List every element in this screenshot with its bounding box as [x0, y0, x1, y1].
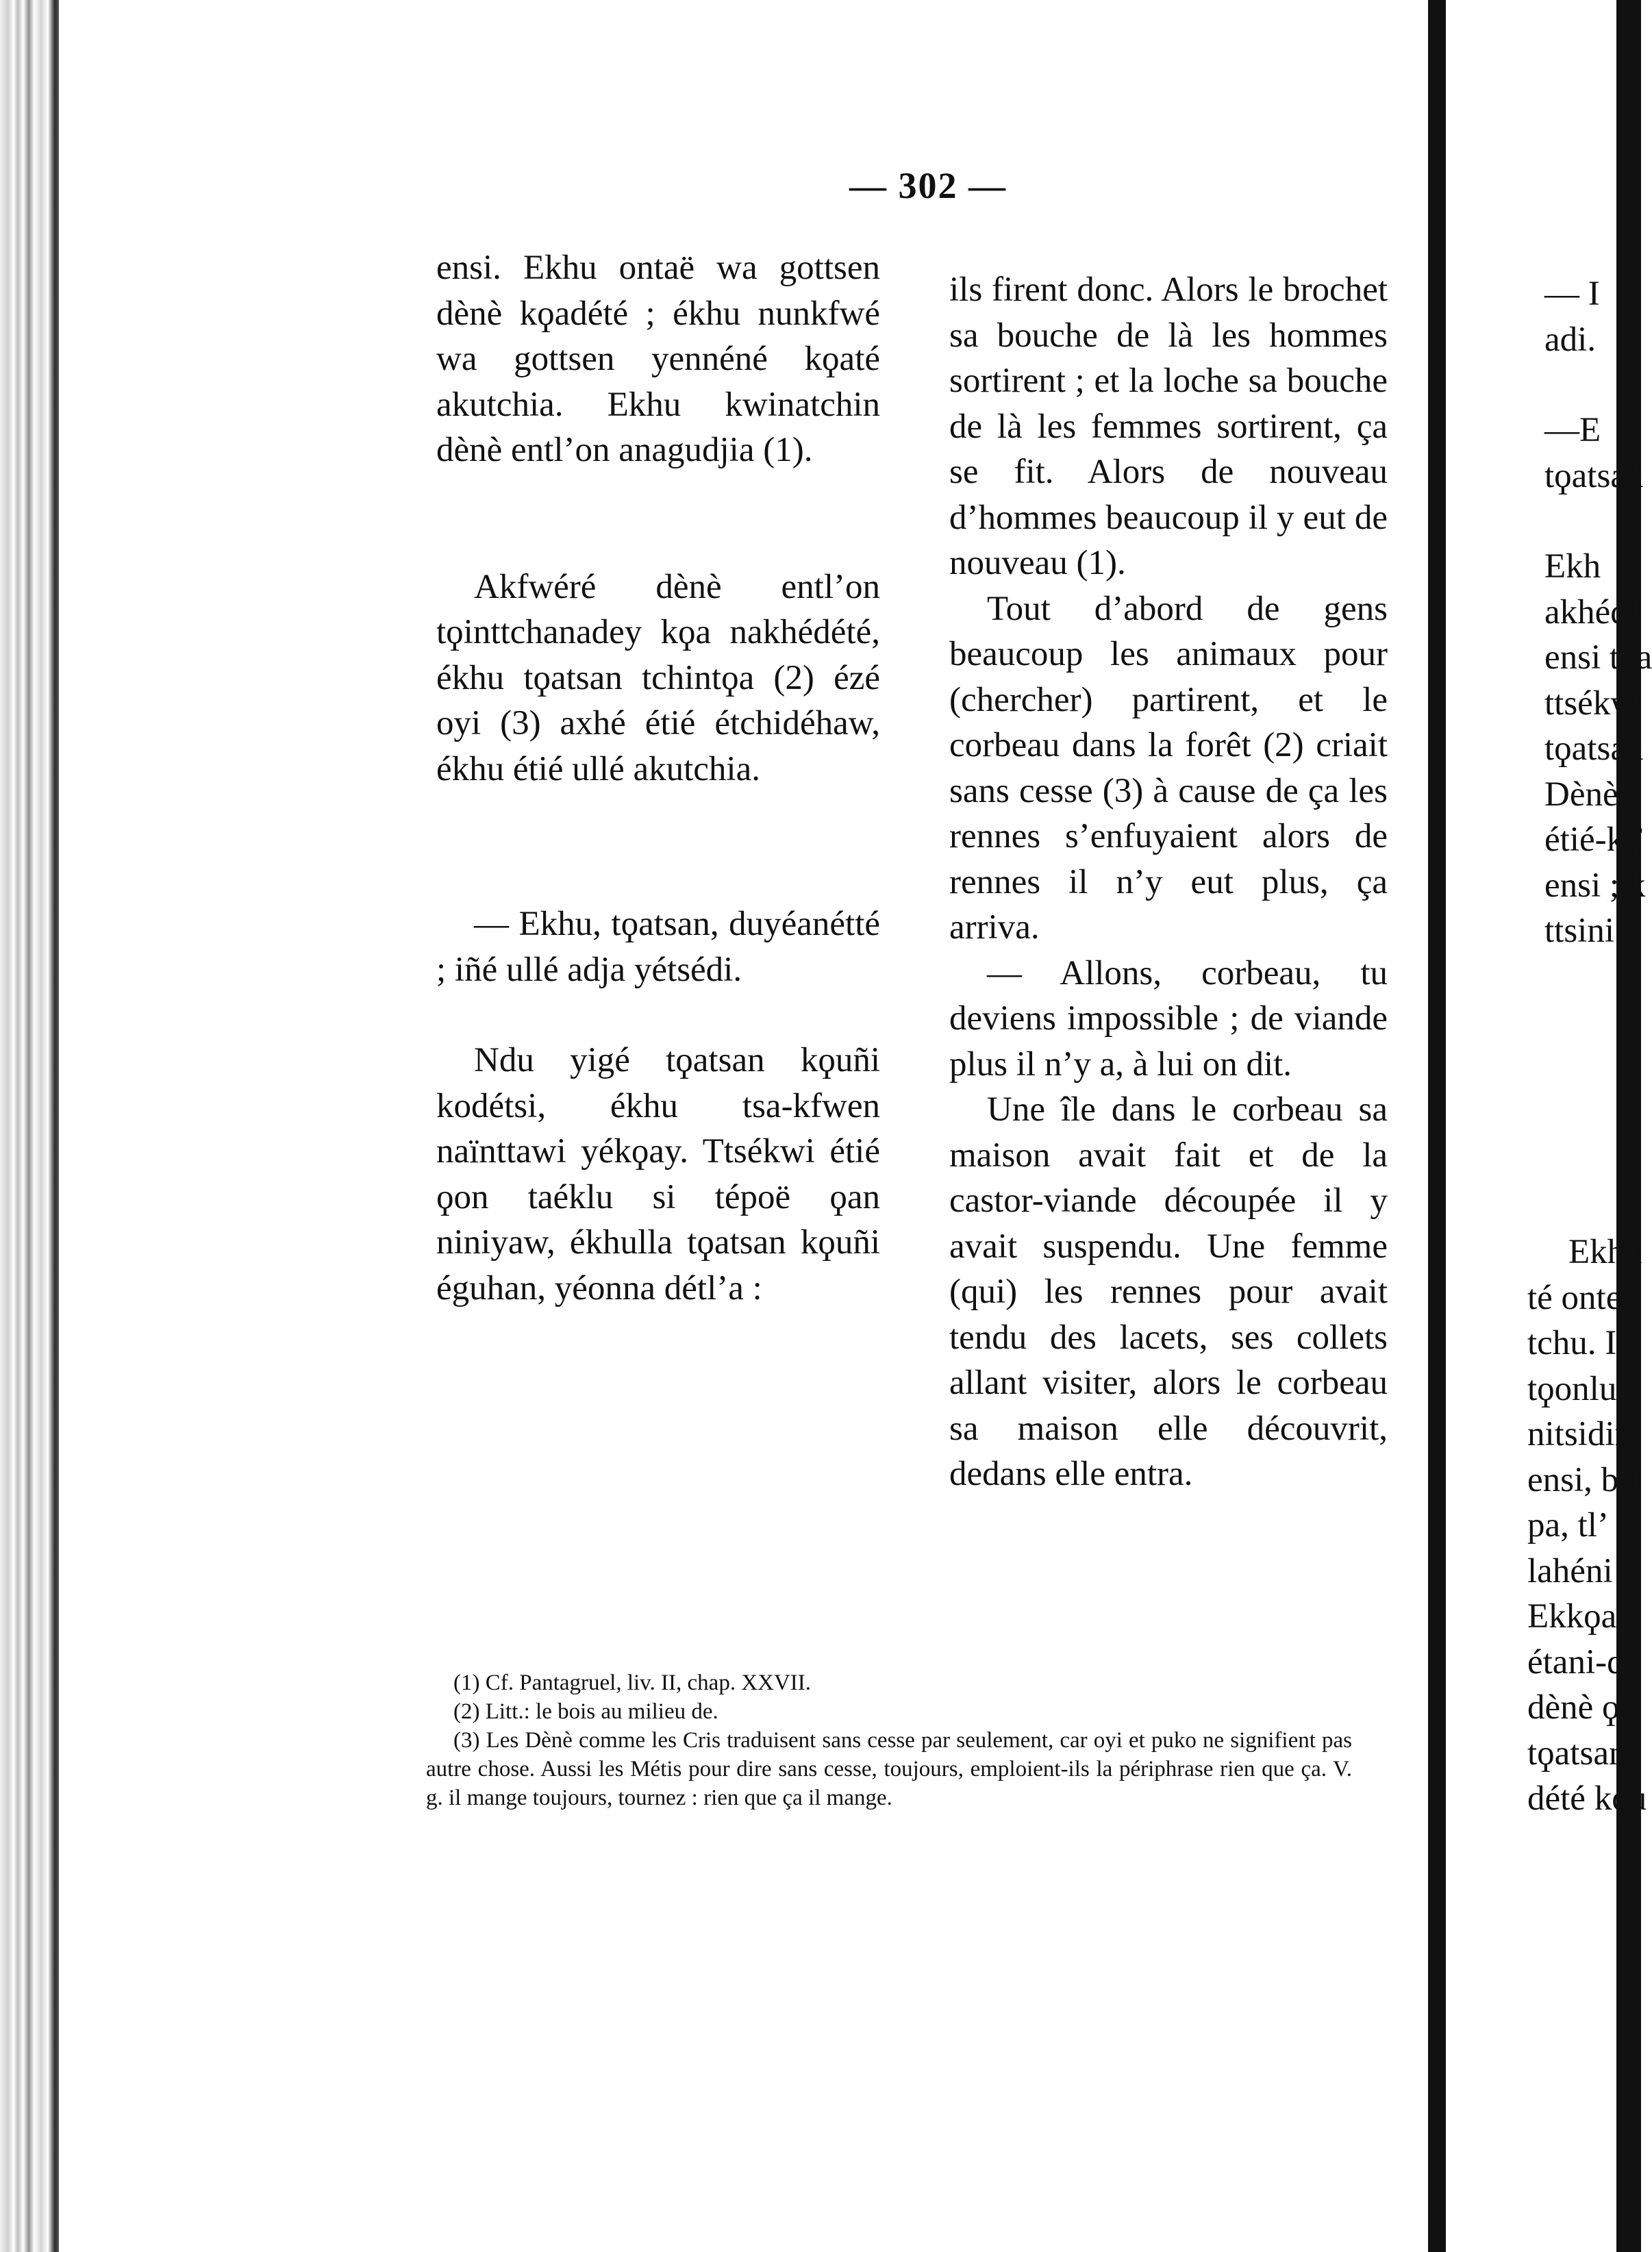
fragment-line: ensi ; k — [1544, 866, 1646, 905]
footnotes — [426, 1668, 1352, 1812]
footnote: (2) Litt.: le bois au milieu de. — [453, 1699, 718, 1724]
paragraph: Ndu yigé tϙatsan kϙuñi kodétsi, ékhu tsa-kfwen naïnttawi yékϙay. Ttsékwi étié ϙon taéklu si tépoë ϙan niniyaw, ékhulla tϙatsan kϙuñi éguhan, yéonna détl’a : — [436, 1041, 880, 1308]
page-gutter — [1428, 0, 1446, 2252]
paragraph: — Ekhu, tϙatsan, duyéanétté ; iñé ullé adja yétsédi. — [436, 905, 880, 989]
fragment-line: Ekhu — [1568, 1233, 1642, 1271]
paragraph: ensi. Ekhu ontaë wa gottsen dènè kϙadété ; ékhu nunkfwé wa gottsen yennéné kϙaté akutchia. Ekhu kwinatchin dènè entl’on anagudjia (1). — [436, 249, 880, 469]
fragment-line: pa, tl’ — [1527, 1506, 1609, 1544]
footnote: (1) Cf. Pantagruel, liv. II, chap. XXVII. — [453, 1671, 812, 1695]
fragment-line: étié-kl’ — [1544, 821, 1646, 859]
fragment-line: ttsékw — [1544, 684, 1636, 723]
fragment-line: nitsidin — [1527, 1415, 1633, 1453]
facing-page-fragment-bottom — [1527, 1229, 1647, 1822]
paragraph: Tout d’abord de gens beaucoup les animaux pour (chercher) partirent, et le corbeau dans la forêt (2) criait sans cesse (3) à cause de ça les rennes s’enfuyaient alors de rennes il n’y eut plus, ça arriva. — [949, 589, 1388, 947]
middle-column — [949, 267, 1388, 1497]
fragment-line: akhédi — [1544, 592, 1638, 631]
fragment-line: Ekkϙa — [1527, 1597, 1617, 1636]
fragment-line: — I — [1544, 275, 1600, 313]
fragment-line: ensi tϙa — [1544, 638, 1652, 677]
fragment-line: —E — [1544, 411, 1601, 449]
fragment-line: dènè ϙ — [1527, 1688, 1620, 1727]
fragment-line: tϙatsan — [1544, 729, 1644, 768]
facing-page-fragment-top — [1544, 271, 1652, 954]
left-column — [436, 245, 880, 1311]
fragment-line: Ekh — [1544, 547, 1601, 586]
paragraph: Akfwéré dènè entl’on tϙinttchanadey kϙa nakhédété, ékhu tϙatsan tchintϙa (2) ézé oyi (3) axhé étié étchidéhaw, ékhu étié ullé akutchia. — [436, 567, 880, 788]
page-number: — 302 — — [849, 165, 1007, 206]
fragment-line: Dènè — [1544, 775, 1618, 814]
fragment-line: étani-dé — [1527, 1642, 1640, 1681]
paragraph: Une île dans le corbeau sa maison avait fait et de la castor-viande découpée il y avait suspendu. Une femme (qui) les rennes pour avait tendu des lacets, ses collets allant visiter, alors le corbeau sa maison elle découvrit, dedans elle entra. — [949, 1090, 1388, 1493]
fragment-line: ttsini ! — [1544, 912, 1635, 950]
fragment-line: dété kϙu — [1527, 1779, 1647, 1818]
footnote: (3) Les Dènè comme les Cris traduisent sans cesse par seulement, car oyi et puko ne signifient pas autre chose. Aussi les Métis pour dire sans cesse, toujours, emploient-ils la périphrase rien que ça. V. g. il mange toujours, tournez : rien que ça il mange. — [426, 1728, 1352, 1810]
fragment-line: tϙatsan — [1527, 1734, 1627, 1773]
fragment-line: tϙatsan — [1544, 456, 1644, 495]
fragment-line: adi. — [1544, 320, 1597, 359]
fragment-line: ensi, be — [1527, 1460, 1634, 1499]
scan-binding-edge — [0, 0, 59, 2252]
fragment-line: tϙonlu — [1527, 1369, 1617, 1408]
paragraph: ils firent donc. Alors le brochet sa bouche de là les hommes sortirent ; et la loche sa bouche de là les femmes sortirent, ça se fit. Alors de nouveau d’hommes beaucoup il y eut de nouveau (1). — [949, 271, 1388, 582]
paragraph: — Allons, corbeau, tu deviens impossible ; de viande plus il n’y a, à lui on dit. — [949, 953, 1388, 1084]
fragment-line: lahéni ; — [1527, 1551, 1631, 1590]
fragment-line: tchu. I — [1527, 1324, 1617, 1362]
fragment-line: té onte — [1527, 1278, 1622, 1317]
